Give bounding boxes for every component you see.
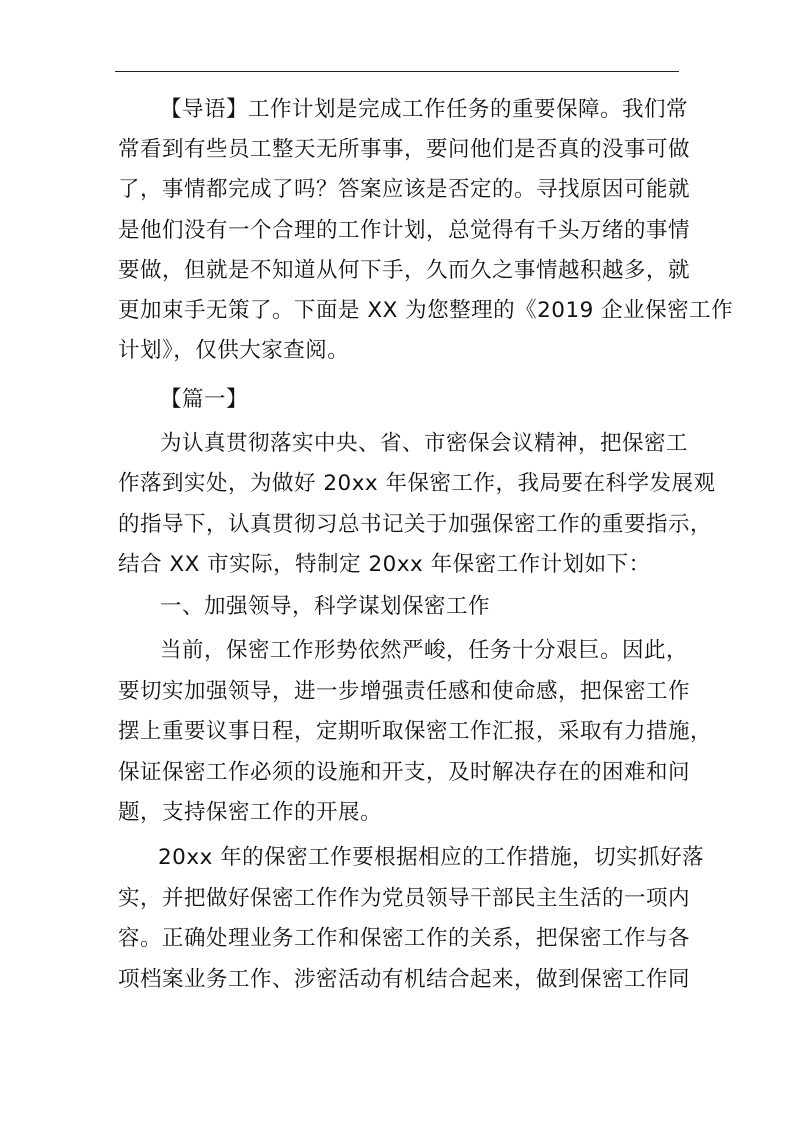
text-line: 结合 XX 市实际，特制定 20xx 年保密工作计划如下： xyxy=(118,552,651,577)
text-line: 题，支持保密工作的开展。 xyxy=(118,800,383,825)
section-heading: 一、加强领导，科学谋划保密工作 xyxy=(160,594,491,619)
text-line: 了，事情都完成了吗？答案应该是否定的。寻找原因可能就 xyxy=(118,177,691,202)
text-line: 【导语】工作计划是完成工作任务的重要保障。我们常 xyxy=(160,97,689,122)
text-line: 作落到实处，为做好 20xx 年保密工作，我局要在科学发展观 xyxy=(118,471,716,496)
text-line: 常看到有些员工整天无所事事，要问他们是否真的没事可做 xyxy=(118,137,691,162)
text-line: 项档案业务工作、涉密活动有机结合起来，做到保密工作同 xyxy=(118,967,691,992)
text-line: 当前，保密工作形势依然严峻，任务十分艰巨。因此， xyxy=(160,638,689,663)
text-line: 要做，但就是不知道从何下手，久而久之事情越积越多，就 xyxy=(118,258,691,283)
text-line: 摆上重要议事日程，定期听取保密工作汇报，采取有力措施， xyxy=(118,719,713,744)
text-line: 计划》，仅供大家查阅。 xyxy=(118,338,350,363)
text-line: 要切实加强领导，进一步增强责任感和使命感，把保密工作 xyxy=(118,679,691,704)
text-line: 容。正确处理业务工作和保密工作的关系，把保密工作与各 xyxy=(118,926,691,951)
section-label: 【篇一】 xyxy=(160,387,249,412)
text-line: 保证保密工作必须的设施和开支，及时解决存在的困难和问 xyxy=(118,760,691,785)
header-rule xyxy=(115,71,679,72)
text-line: 是他们没有一个合理的工作计划，总觉得有千头万绪的事情 xyxy=(118,218,691,243)
text-line: 实，并把做好保密工作作为党员领导干部民主生活的一项内 xyxy=(118,886,691,911)
text-line: 为认真贯彻落实中央、省、市密保会议精神，把保密工 xyxy=(160,431,689,456)
text-line: 更加束手无策了。下面是 XX 为您整理的《2019 企业保密工作 xyxy=(118,298,734,323)
text-line: 20xx 年的保密工作要根据相应的工作措施，切实抓好落 xyxy=(158,845,705,870)
text-line: 的指导下，认真贯彻习总书记关于加强保密工作的重要指示， xyxy=(118,512,713,537)
